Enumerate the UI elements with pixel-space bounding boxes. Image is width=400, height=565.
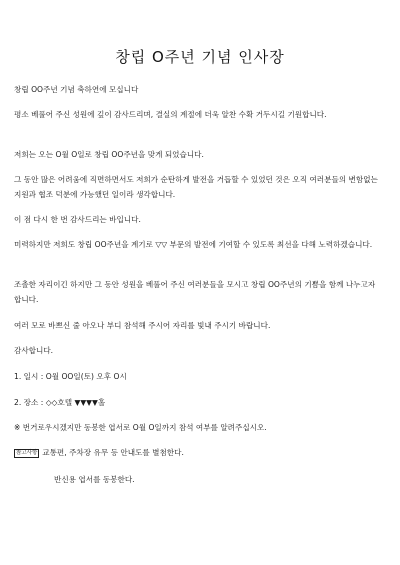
- paragraph-thanks-again: 이 점 다시 한 번 감사드리는 바입니다.: [14, 215, 141, 224]
- paragraph-request-attendance: 여러 모로 바쁘신 줄 아오나 부디 참석해 주시어 자리를 빛내 주시기 바랍니다.: [14, 321, 271, 330]
- paragraph-anniversary-date: 저희는 오는 O월 O일로 창립 OO주년을 맞게 되었습니다.: [14, 150, 204, 159]
- paragraph-history: 그 동안 많은 어려움에 직면하면서도 저희가 순탄하게 발전을 거듭할 수 있었던 것은 오직 여러분들의 변함없는 지원과 협조 덕분에 가능했던 일이라 생각합니다.: [14, 175, 378, 199]
- paragraph-commitment: 미력하지만 저희도 창립 OO주년을 계기로 ▽▽ 부문의 발전에 기여할 수 있도록 최선을 다해 노력하겠습니다.: [14, 240, 373, 249]
- event-venue-line: 2. 장소 : ◇◇호텔 ▼▼▼▼홀: [14, 398, 106, 407]
- paragraph-closing: 감사합니다.: [14, 346, 54, 355]
- paragraph-invitation-heading: 창립 OO주년 기념 축하연에 모십니다: [14, 85, 139, 94]
- rsvp-note: ※ 번거로우시겠지만 동봉한 엽서로 O월 O일까지 참석 여부를 알려주십시오.: [14, 423, 267, 432]
- document-title: 창립 O주년 기념 인사장: [115, 48, 285, 66]
- reference-note-text: 교통편, 주차장 유무 등 안내도를 별첨한다.: [42, 448, 184, 457]
- paragraph-celebration: 조촐한 자리이긴 하지만 그 동안 성원을 베풀어 주신 여러분들을 모시고 창립 OO주년의 기쁨을 함께 나누고자 합니다.: [14, 280, 376, 304]
- reference-note: [14, 445, 386, 460]
- event-date-line: 1. 일시 : O월 OO일(토) 오후 O시: [14, 372, 127, 381]
- enclosure-line: 반신용 엽서를 동봉한다.: [54, 475, 135, 484]
- paragraph-gratitude: 평소 베풀어 주신 성원에 깊이 감사드리며, 결실의 계절에 더욱 알찬 수확 거두시길 기원합니다.: [14, 110, 327, 119]
- reference-badge: 참고사항: [16, 450, 38, 456]
